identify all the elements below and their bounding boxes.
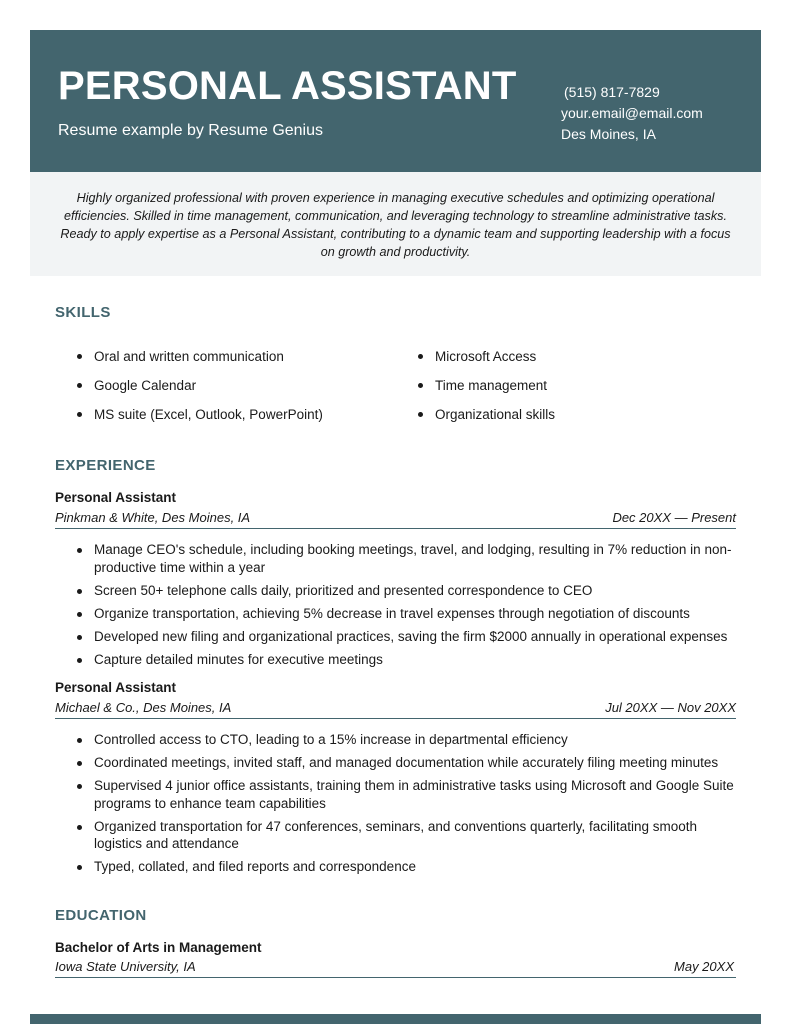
job-bullet: Organize transportation, achieving 5% decrease in travel expenses through negotiation of discounts	[55, 605, 745, 623]
job-bullet: Screen 50+ telephone calls daily, prioritized and presented correspondence to CEO	[55, 582, 745, 600]
job-dates: Dec 20XX — Present	[612, 510, 736, 525]
contact-email: your.email@email.com	[561, 105, 703, 121]
contact-phone: (515) 817-7829	[564, 84, 660, 100]
skill-item: MS suite (Excel, Outlook, PowerPoint)	[55, 405, 395, 425]
experience-heading: EXPERIENCE	[55, 457, 156, 474]
education-heading: EDUCATION	[55, 907, 147, 924]
job-bullet: Organized transportation for 47 conferences, seminars, and conventions quarterly, facilitating smooth logistics and attendance	[55, 818, 745, 853]
education-meta-row	[55, 957, 736, 978]
contact-location: Des Moines, IA	[561, 126, 656, 142]
job-title: Personal Assistant	[55, 680, 177, 695]
job-company: Pinkman & White, Des Moines, IA	[55, 510, 251, 525]
job-bullet: Manage CEO's schedule, including booking meetings, travel, and lodging, resulting in 7% reduction in non-productive time within a year	[55, 541, 745, 576]
job-title: Personal Assistant	[55, 490, 177, 505]
skill-item: Microsoft Access	[396, 347, 736, 367]
job-dates: Jul 20XX — Nov 20XX	[605, 700, 736, 715]
degree-title: Bachelor of Arts in Management	[55, 940, 262, 955]
skill-item: Organizational skills	[396, 405, 736, 425]
job-bullet: Coordinated meetings, invited staff, and managed documentation while accurately filing meeting minutes	[55, 754, 745, 772]
skill-item: Time management	[396, 376, 736, 396]
resume-name: PERSONAL ASSISTANT	[58, 64, 517, 108]
job-bullet: Typed, collated, and filed reports and correspondence	[55, 858, 745, 876]
job-bullets	[55, 731, 745, 881]
summary-text: Highly organized professional with proven experience in managing executive schedules and optimizing operational efficiencies. Skilled in time management, communication, and leveraging technology to streamline administrative tasks. Ready to apply expertise as a Personal Assistant, contributing to a dynamic team and supporting leadership with a focus on growth and productivity.	[30, 172, 761, 276]
skills-list-left	[55, 347, 395, 434]
skills-heading: SKILLS	[55, 304, 111, 321]
job-company: Michael & Co., Des Moines, IA	[55, 700, 232, 715]
education-date: May 20XX	[674, 959, 734, 974]
resume-tagline: Resume example by Resume Genius	[58, 122, 324, 139]
job-bullets	[55, 541, 745, 674]
header-banner	[30, 30, 761, 172]
skills-list-right	[396, 347, 736, 434]
education-school: Iowa State University, IA	[55, 959, 196, 974]
job-meta-row	[55, 508, 736, 529]
skill-item: Google Calendar	[55, 376, 395, 396]
job-bullet: Supervised 4 junior office assistants, training them in administrative tasks using Microsoft and Google Suite programs to enhance team capabilities	[55, 777, 745, 812]
job-meta-row	[55, 698, 736, 719]
contact-block	[561, 82, 703, 145]
job-bullet: Developed new filing and organizational practices, saving the firm $2000 annually in operational expenses	[55, 628, 745, 646]
job-bullet: Controlled access to CTO, leading to a 15% increase in departmental efficiency	[55, 731, 745, 749]
skill-item: Oral and written communication	[55, 347, 395, 367]
job-bullet: Capture detailed minutes for executive meetings	[55, 651, 745, 669]
footer-bar	[30, 1014, 761, 1024]
